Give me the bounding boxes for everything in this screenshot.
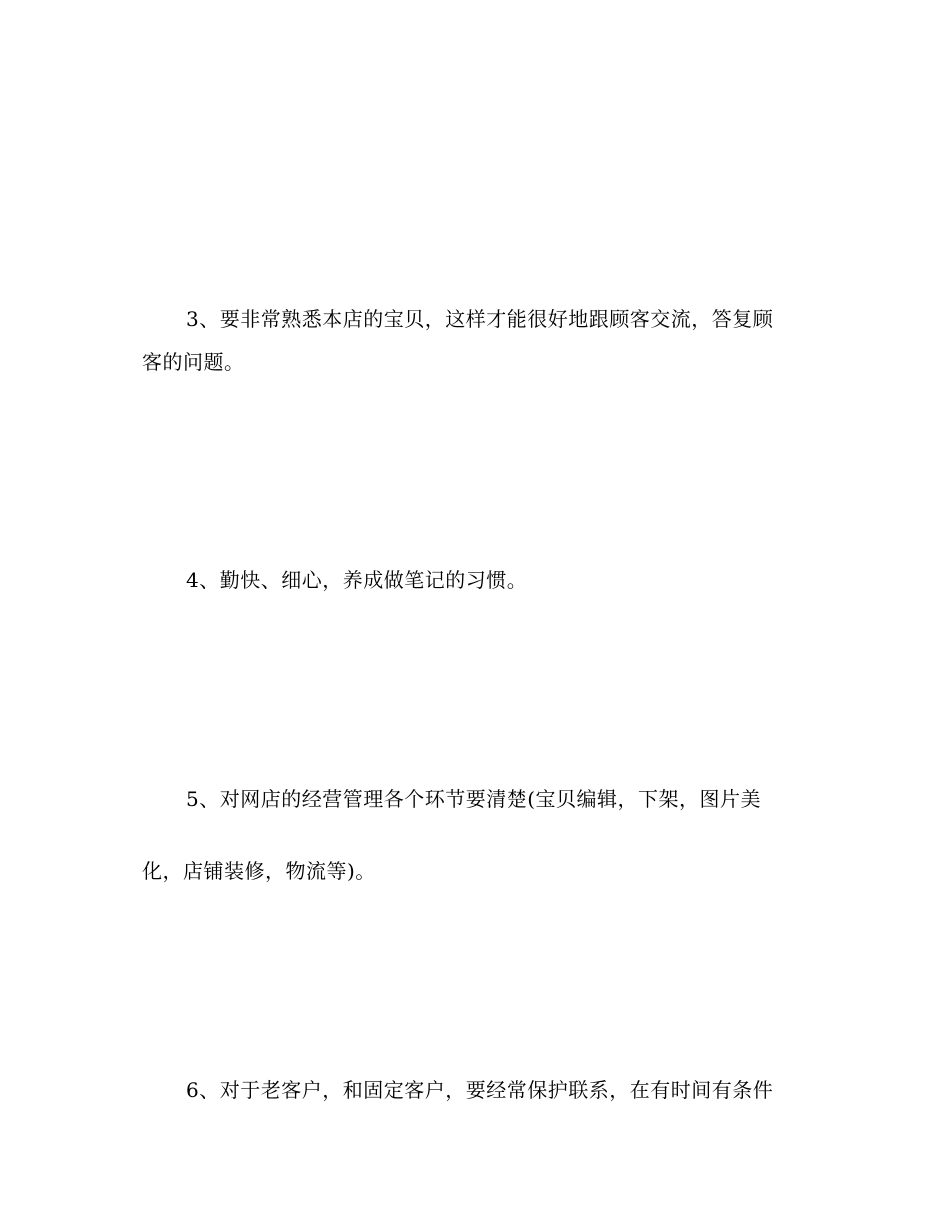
paragraph-3-line-1: 3、要非常熟悉本店的宝贝，这样才能很好地跟顾客交流，答复顾 xyxy=(186,307,774,331)
paragraph-3-line-2: 客的问题。 xyxy=(142,350,245,374)
paragraph-5-line-1: 5、对网店的经营管理各个环节要清楚(宝贝编辑，下架，图片美 xyxy=(186,787,762,811)
paragraph-6-line-1: 6、对于老客户，和固定客户，要经常保护联系，在有时间有条件 xyxy=(186,1078,774,1102)
paragraph-5-line-2: 化，店铺装修，物流等)。 xyxy=(142,859,376,883)
paragraph-4-line-1: 4、勤快、细心，养成做笔记的习惯。 xyxy=(186,568,528,592)
